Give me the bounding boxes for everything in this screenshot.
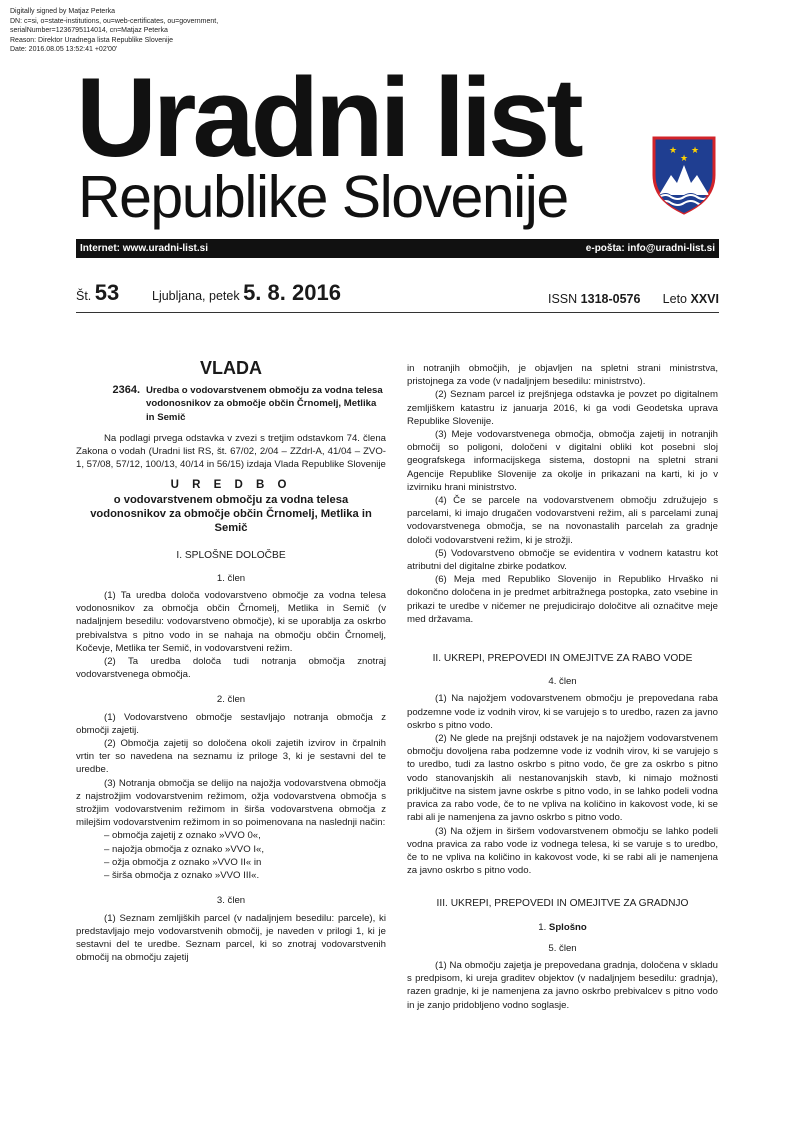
entry-number: 2364. — [112, 384, 140, 397]
leto-label: Leto — [662, 292, 688, 306]
signature-line: Digitally signed by Matjaz Peterka — [10, 8, 116, 15]
article-heading: 1. člen — [216, 572, 246, 584]
issue-date-group — [152, 280, 341, 306]
digital-signature-block — [10, 7, 310, 55]
section-heading: VLADA — [200, 358, 262, 378]
issn-label: ISSN — [548, 292, 578, 306]
left-column — [76, 358, 386, 964]
chapter-heading: II. UKREPI, PREPOVEDI IN OMEJITVE ZA RABO VODE — [432, 653, 693, 665]
entry-title: Uredba o vodovarstvenem območju za vodna telesa vodonosnikov za območje občin Črnomelj, Metlika in Semič — [146, 385, 383, 423]
paragraph: (1) Na najožjem vodovarstvenem območju je prepovedana raba podzemne vode iz vodnih virov, ki se varujejo s to uredbo, razen za javno oskrbo s pitno vodo. — [407, 693, 718, 731]
issue-line — [76, 282, 719, 313]
leto-value: XXVI — [690, 292, 719, 306]
svg-text:★: ★ — [690, 146, 700, 156]
chapter-heading: III. UKREPI, PREPOVEDI IN OMEJITVE ZA GRADNJO — [436, 898, 689, 910]
article-heading: 2. člen — [216, 694, 246, 706]
article-heading: 5. člen — [548, 942, 577, 954]
svg-text:★: ★ — [668, 146, 678, 156]
subsection-heading — [407, 921, 718, 934]
paragraph: in notranjih območjih, je objavljen na spletni strani ministrstva, pristojnega za vode (v nadaljnjem besedilu: ministrstvo). — [407, 363, 718, 388]
act-type-heading: U R E D B O — [170, 479, 292, 492]
masthead-subtitle: Republike Slovenije — [78, 164, 568, 230]
st-label: Št. — [76, 289, 92, 303]
masthead-contact-bar — [76, 239, 719, 258]
list-item: – najožja območja z oznako »VVO I«, — [104, 843, 264, 855]
article-heading: 4. člen — [548, 676, 577, 688]
signature-line: serialNumber=1236795114014, cn=Matjaz Peterka — [10, 27, 168, 35]
subsection-number: 1. — [538, 921, 547, 933]
paragraph: (1) Vodovarstveno območje sestavljajo notranja območja z območji zajetij. — [76, 711, 386, 736]
leto-group — [663, 292, 719, 306]
issue-date: 5. 8. 2016 — [243, 280, 341, 305]
subsection-title: Splošno — [548, 921, 587, 933]
internet-link[interactable]: Internet: www.uradni-list.si — [80, 243, 208, 254]
chapter-heading: I. SPLOŠNE DOLOČBE — [176, 549, 286, 561]
email-link[interactable]: e-pošta: info@uradni-list.si — [585, 243, 715, 254]
place-day: Ljubljana, petek — [152, 289, 240, 303]
paragraph: (1) Na območju zajetja je prepovedana gradnja, določena v skladu s predpisom, ki ureja graditev objektov (v nadaljnjem besedilu: gradnja), razen gradnje, ki je namenjena za javno oskrbo prebivalcev s pitno vodo in je zanjo pridobljeno vodno soglasje. — [407, 959, 718, 1011]
right-column — [407, 362, 718, 1012]
paragraph: (3) Meje vodovarstvenega območja, območja zajetij in notranjih območij so poligoni, določeni v digitalni obliki kot posebni sloj geografskega informacijskega sistema, dostopni na spletni strani Agencije Republike Slovenije za okolje in prikazani na karti, ki jo v izvirniku hrani ministrstvo. — [407, 429, 718, 493]
signature-line: DN: c=si, o=state-institutions, ou=web-certificates, ou=government, — [10, 17, 219, 25]
list-item: – širša območja z oznako »VVO III«. — [104, 870, 260, 882]
paragraph: (3) Notranja območja se delijo na najožja vodovarstvena območja z najstrožjim vodovarstvenim režimom, ožja vodovarstvena območja s strožjim vodovarstvenim režimom in širša vodovarstvena območja z milejšim vodovarstvenim režimom in so poimenovana na naslednji način: — [76, 777, 386, 829]
list-item: – območja zajetij z oznako »VVO 0«, — [104, 830, 261, 842]
paragraph: (2) Seznam parcel iz prejšnjega odstavka je povzet po digitalnem zemljiškem katastru iz januarja 2016, ki ga vodi Geodetska uprava Republike Slovenije. — [407, 389, 718, 427]
paragraph: (3) Na ožjem in širšem vodovarstvenem območju se lahko podeli vodna pravica za rabo vode iz vodnega telesa, ki se varuje s to uredbo, če to ne vpliva na količino in kakovost vode, ki se rabi ali je namenjena za javno oskrbo s pitno vodo. — [407, 825, 718, 877]
paragraph: (2) Ta uredba določa tudi notranja območja znotraj vodovarstvenega območja. — [76, 656, 386, 681]
signature-line: Date: 2016.08.05 13:52:41 +02'00' — [10, 46, 118, 54]
issue-number-group — [76, 280, 119, 306]
gazette-entry — [76, 384, 386, 424]
issn-value: 1318-0576 — [580, 292, 641, 306]
signature-line: Reason: Direktor Uradnega lista Republike Slovenije — [10, 36, 174, 44]
slovenia-coat-of-arms-icon — [651, 135, 717, 215]
list-item: – ožja območja z oznako »VVO II« in — [104, 856, 262, 868]
paragraph: (5) Vodovarstveno območje se evidentira v vodnem katastru kot atributni del digitalne zbirke podatkov. — [407, 547, 718, 573]
paragraph: (2) Ne glede na prejšnji odstavek je na najožjem vodovarstvenem območju dovoljena raba podzemne vode iz vodnih virov, ki se varujejo s to uredbo, tudi za lastno oskrbo s pitno vodo, če gre za oskrbo s pitno vodo stanovanjskih ali nestanovanjskih stavb, ki nimajo možnosti priključitve na sistem javne oskrbe s pitno vodo, in se lahko podeli vodna pravica za rabo vode, če to ne vpliva na količino in kakovost vode, ki se rabi ali je namenjena za javno oskrbo s pitno vodo. — [407, 733, 718, 824]
issn-group — [548, 292, 640, 306]
act-title: o vodovarstvenem območju za vodna telesa vodonosnikov za območje občin Črnomelj, Metlika in Semič — [90, 493, 372, 534]
paragraph: (2) Območja zajetij so določena okoli zajetih izvirov in črpalnih vrtin ter so navedena na seznamu iz priloge 3, ki je sestavni del te uredbe. — [76, 738, 386, 776]
article-heading: 3. člen — [216, 895, 246, 907]
preamble: Na podlagi prvega odstavka v zvezi s tretjim odstavkom 74. člena Zakona o vodah (Uradni list RS, št. 67/02, 2/04 – ZZdrl-A, 41/04 – ZVO-1, 57/08, 57/12, 100/13, 40/14 in 56/15) izdaja Vlada Republike Slovenije — [76, 432, 386, 471]
paragraph: (6) Meja med Republiko Slovenijo in Republiko Hrvaško ni dokončno določena in je predmet arbitražnega postopka, zato vsebine in prikazi te uredbe v ničemer ne prejudicirajo določitve ali označitve meje med državama. — [407, 574, 718, 625]
paragraph: (1) Seznam zemljiških parcel (v nadaljnjem besedilu: parcele), ki predstavljajo mejo vodovarstvenih območij, je naveden v prilogi 1, ki je sestavni del te uredbe. Seznam parcel, ki so znotraj vodovarstvenih območij na območju zajetij — [76, 912, 386, 964]
masthead-title: Uradni list — [76, 55, 580, 180]
paragraph: (4) Če se parcele na vodovarstvenem območju združujejo s parcelami, ki imajo drugačen vodovarstveni režim, ali s parcelami zunaj vodovarstvenega območja, se na novonastalih parcelah za gradnje določi vodovarstveni režim, ki je strožji. — [407, 495, 718, 546]
issue-number: 53 — [94, 280, 120, 305]
paragraph: (1) Ta uredba določa vodovarstveno območje za vodna telesa vodonosnikov za območja občin Črnomelj, Metlika in Semič (v nadaljnjem besedilu: vodovarstveno območje), ki se uporablja za oskrbo prebivalstva s pitno vodo in se nahaja na območju občin Črnomelj, Kočevje, Metlika ter Semič, in vodovarstveni režim. — [76, 590, 386, 654]
svg-text:★: ★ — [679, 154, 689, 164]
